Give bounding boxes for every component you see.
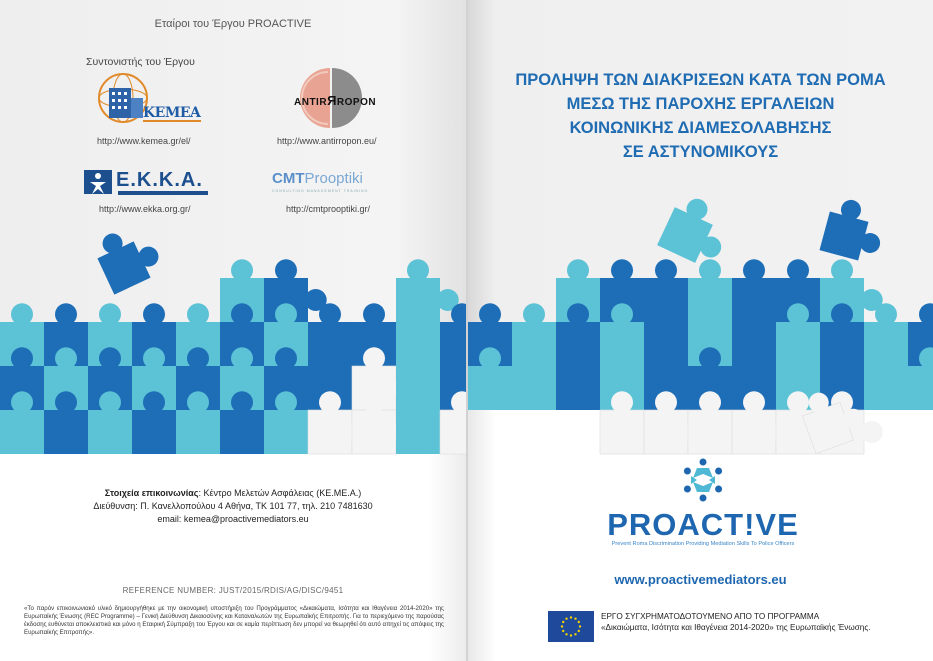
contact-address: Διεύθυνση: Π. Κανελλοπούλου 4 Αθήνα, ΤΚ 101 77, τηλ. 210 7481630 (93, 501, 373, 511)
eu-star (579, 625, 581, 627)
antirropon-wordmark-b: ROPON (336, 97, 377, 108)
front-cover (468, 0, 933, 661)
proactive-logo (598, 455, 808, 555)
contact-org: : Κέντρο Μελετών Ασφάλειας (ΚΕ.ΜΕ.Α.) (198, 488, 362, 498)
puzzle-band-right (468, 0, 933, 661)
cmt-subline: CONSULTING MANAGEMENT TRAINING (272, 189, 369, 193)
eu-star (570, 634, 572, 636)
antirropon-wordmark-a: ANTIR (294, 97, 328, 108)
kemea-wordmark: KEMEA (143, 105, 201, 121)
eu-flag-icon (548, 611, 594, 642)
antirropon-logo: ANTIRЯROPON (292, 66, 382, 130)
back-cover (0, 0, 466, 661)
eu-star (574, 633, 576, 635)
eu-funding-line-2: «Δικαιώματα, Ισότητα και Ιθαγένεια 2014-2020» της Ευρωπαϊκής Ένωσης. (601, 622, 871, 632)
cover-title-line-3: ΚΟΙΝΩΝΙΚΗΣ ΔΙΑΜΕΣΟΛΑΒΗΣΗΣ (569, 119, 832, 137)
eu-star (570, 616, 572, 618)
eu-star (578, 630, 580, 632)
proactive-tagline: Prevent Roma Discrimination Providing Mediation Skills To Police Officers (611, 541, 795, 547)
funding-disclaimer: «Το παρόν επικοινωνιακό υλικό δημιουργήθηκε με την οικονομική υποστήριξη του Προγράμματος «Δικαιώματα, Ισότητα και Ιθαγένεια 2014-2020» της Ευρωπαϊκής Ένωσης (REC Programme) – Γενική Διεύθυνση Δικαιοσύνης και Καταναλωτών της Ευρωπαϊκής Επιτροπής. Για το περιεχόμενο της παρούσας έκδοσης ευθύνεται αποκλειστικά και μόνο η Εταιρική Σύμπραξη του Έργου και σε καμία περίπτωση δεν μπορεί να θεωρηθεί ότι αυτό απηχεί τις απόψεις της Ευρωπαϊκής Επιτροπής». (24, 605, 444, 636)
ekka-url[interactable]: http://www.ekka.org.gr/ (99, 204, 191, 214)
reference-number: REFERENCE NUMBER: JUST/2015/RDIS/AG/DISC/9451 (122, 586, 344, 595)
ekka-wordmark: Ε.Κ.Κ.Α. (116, 169, 203, 191)
contact-email[interactable]: email: kemea@proactivemediators.eu (157, 514, 309, 524)
eu-funding-line-1: ΕΡΓΟ ΣΥΓΧΡΗΜΑΤΟΔΟΤΟΥΜΕΝΟ ΑΠΟ ΤΟ ΠΡΟΓΡΑΜΜΑ (601, 612, 820, 621)
antirropon-url[interactable]: http://www.antirropon.eu/ (277, 136, 377, 146)
cover-title-line-2: ΜΕΣΩ ΤΗΣ ΠΑΡΟΧΗΣ ΕΡΓΑΛΕΙΩΝ (566, 95, 835, 113)
cmt-wordmark-b: Prooptiki (304, 170, 363, 187)
people-circle-icon (678, 455, 728, 505)
kemea-url[interactable]: http://www.kemea.gr/el/ (97, 136, 191, 146)
eu-star (562, 630, 564, 632)
partners-title: Εταίροι του Έργου PROACTIVE (154, 18, 312, 30)
eu-funding-text (601, 612, 901, 633)
contact-block (0, 487, 466, 526)
contact-label: Στοιχεία επικοινωνίας (104, 488, 199, 498)
coordinator-label: Συντονιστής του Έργου (86, 56, 195, 68)
eu-star (565, 618, 567, 620)
cmt-url[interactable]: http://cmtprooptiki.gr/ (286, 204, 371, 214)
proactive-wordmark: PROACT!VE (607, 507, 799, 542)
eu-star (565, 633, 567, 635)
cover-title-line-1: ΠΡΟΛΗΨΗ ΤΩΝ ΔΙΑΚΡΙΣΕΩΝ ΚΑΤΑ ΤΩΝ ΡΟΜΑ (515, 71, 886, 89)
eu-star (561, 625, 563, 627)
website-link[interactable]: www.proactivemediators.eu (614, 572, 787, 587)
puzzle-piece (820, 195, 890, 265)
puzzle-piece (657, 191, 737, 271)
eu-star (562, 621, 564, 623)
puzzle-piece (90, 219, 166, 295)
eu-star (578, 621, 580, 623)
eu-star (574, 618, 576, 620)
cover-title-line-4: ΣΕ ΑΣΤΥΝΟΜΙΚΟΥΣ (622, 143, 779, 161)
cmt-wordmark-a: CMT (272, 170, 305, 187)
puzzle-band-left (0, 0, 466, 661)
